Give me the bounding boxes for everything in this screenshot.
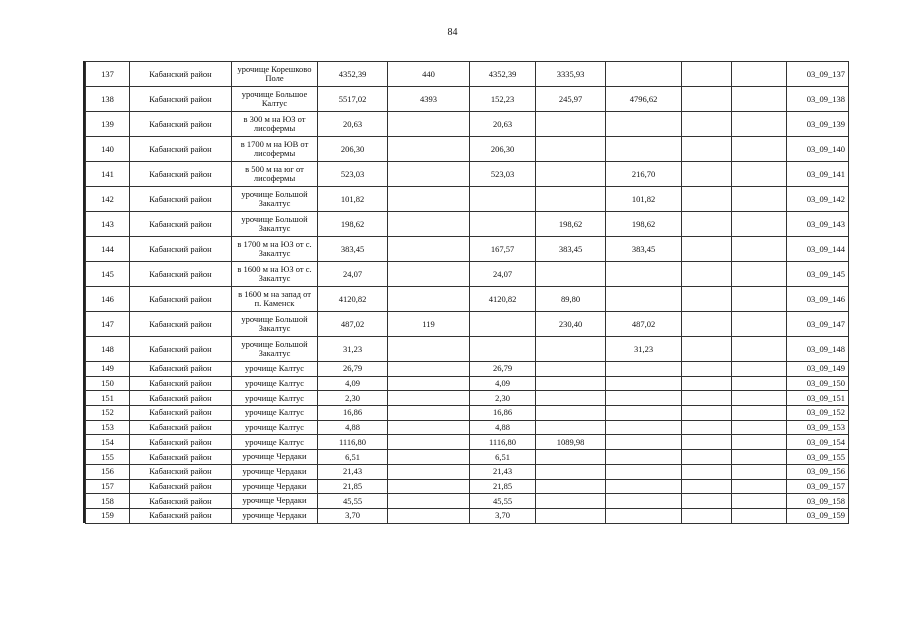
cell-value-2 [388,391,470,406]
cell-value-3 [470,337,536,362]
cell-district: Кабанский район [130,376,232,391]
cell-value-2 [388,262,470,287]
cell-district: Кабанский район [130,87,232,112]
cell-value-1: 20,63 [318,112,388,137]
cell-value-5 [606,464,682,479]
cell-value-1: 198,62 [318,212,388,237]
cell-code: 03_09_152 [787,406,849,421]
cell-place: в 1700 м на ЮЗ от с. Закалтус [232,237,318,262]
cell-district: Кабанский район [130,420,232,435]
cell-value-7 [732,337,787,362]
cell-number: 155 [86,450,130,465]
cell-value-7 [732,494,787,509]
cell-value-7 [732,450,787,465]
cell-value-7 [732,287,787,312]
cell-value-1: 21,43 [318,464,388,479]
cell-number: 142 [86,187,130,212]
cell-value-6 [682,450,732,465]
cell-code: 03_09_147 [787,312,849,337]
cell-value-3: 2,30 [470,391,536,406]
cell-value-2: 119 [388,312,470,337]
cell-value-3: 1116,80 [470,435,536,450]
cell-value-4 [536,362,606,377]
table-row [86,137,849,162]
cell-value-7 [732,420,787,435]
cell-value-2 [388,508,470,523]
cell-district: Кабанский район [130,479,232,494]
cell-value-3: 523,03 [470,162,536,187]
cell-value-7 [732,479,787,494]
cell-value-6 [682,312,732,337]
cell-number: 148 [86,337,130,362]
cell-value-6 [682,62,732,87]
cell-number: 158 [86,494,130,509]
cell-value-1: 4,09 [318,376,388,391]
cell-district: Кабанский район [130,237,232,262]
cell-code: 03_09_142 [787,187,849,212]
cell-value-2 [388,287,470,312]
cell-place: урочище Большой Закалтус [232,212,318,237]
cell-place: в 1600 м на ЮЗ от с. Закалтус [232,262,318,287]
cell-value-7 [732,435,787,450]
cell-place: урочище Большое Калтус [232,87,318,112]
cell-value-2 [388,187,470,212]
cell-value-4 [536,187,606,212]
cell-value-7 [732,62,787,87]
cell-value-2 [388,362,470,377]
cell-value-3 [470,187,536,212]
cell-code: 03_09_151 [787,391,849,406]
cell-value-4 [536,137,606,162]
cell-value-3: 6,51 [470,450,536,465]
table-row [86,464,849,479]
cell-value-4: 245,97 [536,87,606,112]
cell-value-3: 206,30 [470,137,536,162]
cell-value-7 [732,212,787,237]
cell-value-3: 16,86 [470,406,536,421]
cell-value-1: 5517,02 [318,87,388,112]
cell-district: Кабанский район [130,406,232,421]
cell-value-3: 152,23 [470,87,536,112]
cell-value-4: 198,62 [536,212,606,237]
cell-value-6 [682,212,732,237]
cell-value-7 [732,87,787,112]
table-row [86,237,849,262]
cell-number: 146 [86,287,130,312]
cell-district: Кабанский район [130,212,232,237]
cell-value-6 [682,362,732,377]
cell-value-1: 523,03 [318,162,388,187]
cell-value-5: 487,02 [606,312,682,337]
cell-value-3: 21,85 [470,479,536,494]
cell-value-4: 3335,93 [536,62,606,87]
cell-value-2 [388,137,470,162]
cell-code: 03_09_157 [787,479,849,494]
cell-place: урочище Калтус [232,362,318,377]
cell-value-1: 4,88 [318,420,388,435]
cell-value-6 [682,337,732,362]
cell-value-3: 26,79 [470,362,536,377]
cell-place: в 300 м на ЮЗ от лисофермы [232,112,318,137]
cell-value-4 [536,262,606,287]
cell-value-5 [606,479,682,494]
cell-district: Кабанский район [130,464,232,479]
cell-place: урочище Большой Закалтус [232,312,318,337]
cell-place: урочище Корешково Поле [232,62,318,87]
cell-value-1: 24,07 [318,262,388,287]
cell-value-4 [536,391,606,406]
cell-value-1: 45,55 [318,494,388,509]
cell-place: в 1600 м на запад от п. Каменск [232,287,318,312]
cell-value-1: 6,51 [318,450,388,465]
cell-place: урочище Большой Закалтус [232,187,318,212]
cell-value-7 [732,162,787,187]
cell-value-2: 440 [388,62,470,87]
cell-code: 03_09_146 [787,287,849,312]
cell-value-5 [606,420,682,435]
cell-value-1: 31,23 [318,337,388,362]
cell-value-7 [732,391,787,406]
cell-number: 147 [86,312,130,337]
table-row [86,187,849,212]
cell-value-7 [732,112,787,137]
cell-value-3: 21,43 [470,464,536,479]
cell-value-4 [536,112,606,137]
cell-value-3: 3,70 [470,508,536,523]
cell-place: урочище Чердаки [232,479,318,494]
cell-district: Кабанский район [130,450,232,465]
cell-value-2 [388,406,470,421]
cell-place: урочище Большой Закалтус [232,337,318,362]
cell-place: урочище Чердаки [232,508,318,523]
cell-value-5 [606,287,682,312]
cell-district: Кабанский район [130,337,232,362]
table-row [86,112,849,137]
cell-value-7 [732,508,787,523]
cell-number: 150 [86,376,130,391]
table-row [86,62,849,87]
cell-value-7 [732,312,787,337]
cell-place: в 1700 м на ЮВ от лисофермы [232,137,318,162]
cell-number: 157 [86,479,130,494]
cell-value-4 [536,479,606,494]
cell-value-7 [732,237,787,262]
cell-code: 03_09_145 [787,262,849,287]
cell-district: Кабанский район [130,391,232,406]
cell-value-2 [388,376,470,391]
table-row [86,337,849,362]
cell-value-2 [388,420,470,435]
cell-code: 03_09_154 [787,435,849,450]
cell-value-3: 4,09 [470,376,536,391]
cell-number: 154 [86,435,130,450]
cell-value-5 [606,362,682,377]
cell-value-3: 167,57 [470,237,536,262]
cell-value-5 [606,376,682,391]
cell-code: 03_09_149 [787,362,849,377]
cell-place: урочище Чердаки [232,464,318,479]
cell-number: 139 [86,112,130,137]
cell-value-6 [682,479,732,494]
cell-value-2 [388,435,470,450]
cell-value-6 [682,87,732,112]
cell-district: Кабанский район [130,162,232,187]
cell-value-6 [682,391,732,406]
cell-number: 140 [86,137,130,162]
cell-value-4 [536,376,606,391]
cell-code: 03_09_143 [787,212,849,237]
cell-value-6 [682,237,732,262]
table-row [86,212,849,237]
cell-value-1: 3,70 [318,508,388,523]
cell-place: урочище Калтус [232,406,318,421]
cell-value-5: 383,45 [606,237,682,262]
cell-number: 138 [86,87,130,112]
cell-value-1: 16,86 [318,406,388,421]
cell-value-3: 4352,39 [470,62,536,87]
cell-code: 03_09_153 [787,420,849,435]
cell-code: 03_09_139 [787,112,849,137]
cell-value-2 [388,162,470,187]
cell-number: 141 [86,162,130,187]
cell-value-5 [606,262,682,287]
table-row [86,435,849,450]
cell-value-6 [682,287,732,312]
cell-value-6 [682,420,732,435]
cell-code: 03_09_141 [787,162,849,187]
cell-place: урочище Калтус [232,420,318,435]
cell-number: 144 [86,237,130,262]
cell-place: урочище Калтус [232,376,318,391]
cell-value-4 [536,464,606,479]
cell-number: 137 [86,62,130,87]
cell-value-1: 1116,80 [318,435,388,450]
cell-value-4: 1089,98 [536,435,606,450]
table-row [86,508,849,523]
cell-number: 152 [86,406,130,421]
cell-value-5 [606,450,682,465]
cell-value-2 [388,112,470,137]
cell-code: 03_09_158 [787,494,849,509]
cell-value-5 [606,508,682,523]
cell-value-4: 230,40 [536,312,606,337]
table-row [86,262,849,287]
cell-district: Кабанский район [130,362,232,377]
cell-value-1: 487,02 [318,312,388,337]
cell-value-4 [536,162,606,187]
cell-value-1: 4120,82 [318,287,388,312]
cell-value-5: 31,23 [606,337,682,362]
cell-value-2 [388,237,470,262]
cell-code: 03_09_137 [787,62,849,87]
cell-value-5 [606,435,682,450]
cell-value-1: 206,30 [318,137,388,162]
cell-value-2: 4393 [388,87,470,112]
cell-code: 03_09_138 [787,87,849,112]
cell-value-6 [682,435,732,450]
cell-value-6 [682,376,732,391]
cell-value-3: 20,63 [470,112,536,137]
table-row [86,406,849,421]
cell-value-6 [682,508,732,523]
table-row [86,362,849,377]
cell-number: 143 [86,212,130,237]
page-number: 84 [447,27,458,38]
cell-code: 03_09_140 [787,137,849,162]
cell-value-4: 383,45 [536,237,606,262]
cell-place: урочище Калтус [232,435,318,450]
cell-code: 03_09_156 [787,464,849,479]
cell-code: 03_09_150 [787,376,849,391]
cell-district: Кабанский район [130,435,232,450]
table-row [86,450,849,465]
cell-district: Кабанский район [130,494,232,509]
cell-code: 03_09_148 [787,337,849,362]
cell-value-7 [732,464,787,479]
cell-value-5 [606,112,682,137]
cell-value-4 [536,508,606,523]
cell-place: урочище Чердаки [232,494,318,509]
cell-value-5 [606,391,682,406]
cell-value-6 [682,112,732,137]
cell-district: Кабанский район [130,112,232,137]
cell-value-2 [388,464,470,479]
cell-value-5 [606,62,682,87]
cell-value-4 [536,450,606,465]
cell-value-6 [682,464,732,479]
table-row [86,162,849,187]
cell-value-6 [682,406,732,421]
cell-value-6 [682,494,732,509]
cell-value-5 [606,137,682,162]
cell-value-2 [388,337,470,362]
cell-value-1: 21,85 [318,479,388,494]
cell-value-3: 4120,82 [470,287,536,312]
cell-value-4 [536,337,606,362]
cell-district: Кабанский район [130,508,232,523]
cell-value-7 [732,362,787,377]
cell-value-5 [606,494,682,509]
cell-value-4 [536,420,606,435]
cell-value-3: 45,55 [470,494,536,509]
cell-district: Кабанский район [130,62,232,87]
cell-value-2 [388,450,470,465]
cell-value-4: 89,80 [536,287,606,312]
cell-value-6 [682,187,732,212]
table-row [86,312,849,337]
cell-code: 03_09_155 [787,450,849,465]
cell-number: 145 [86,262,130,287]
cell-value-2 [388,212,470,237]
cell-number: 153 [86,420,130,435]
cell-value-2 [388,494,470,509]
cell-value-5 [606,406,682,421]
cell-value-6 [682,162,732,187]
cell-value-6 [682,262,732,287]
plots-table [85,61,849,524]
cell-value-5: 4796,62 [606,87,682,112]
cell-value-4 [536,494,606,509]
cell-value-4 [536,406,606,421]
cell-value-3 [470,312,536,337]
cell-district: Кабанский район [130,287,232,312]
table-row [86,376,849,391]
table-row [86,87,849,112]
table-row [86,287,849,312]
cell-value-7 [732,406,787,421]
cell-value-7 [732,187,787,212]
cell-number: 159 [86,508,130,523]
cell-value-7 [732,376,787,391]
cell-value-7 [732,262,787,287]
table-body [86,62,849,524]
cell-value-5: 101,82 [606,187,682,212]
cell-value-3: 24,07 [470,262,536,287]
cell-district: Кабанский район [130,262,232,287]
cell-number: 151 [86,391,130,406]
cell-district: Кабанский район [130,187,232,212]
table-row [86,391,849,406]
cell-district: Кабанский район [130,312,232,337]
cell-number: 149 [86,362,130,377]
cell-value-1: 2,30 [318,391,388,406]
cell-district: Кабанский район [130,137,232,162]
cell-value-2 [388,479,470,494]
cell-value-5: 216,70 [606,162,682,187]
cell-value-5: 198,62 [606,212,682,237]
cell-value-1: 4352,39 [318,62,388,87]
table-row [86,420,849,435]
cell-place: в 500 м на юг от лисофермы [232,162,318,187]
cell-value-6 [682,137,732,162]
cell-code: 03_09_144 [787,237,849,262]
cell-value-3: 4,88 [470,420,536,435]
cell-number: 156 [86,464,130,479]
cell-place: урочище Чердаки [232,450,318,465]
table-row [86,479,849,494]
table-row [86,494,849,509]
cell-value-1: 101,82 [318,187,388,212]
cell-place: урочище Калтус [232,391,318,406]
cell-value-3 [470,212,536,237]
cell-code: 03_09_159 [787,508,849,523]
cell-value-1: 383,45 [318,237,388,262]
cell-value-1: 26,79 [318,362,388,377]
cell-value-7 [732,137,787,162]
